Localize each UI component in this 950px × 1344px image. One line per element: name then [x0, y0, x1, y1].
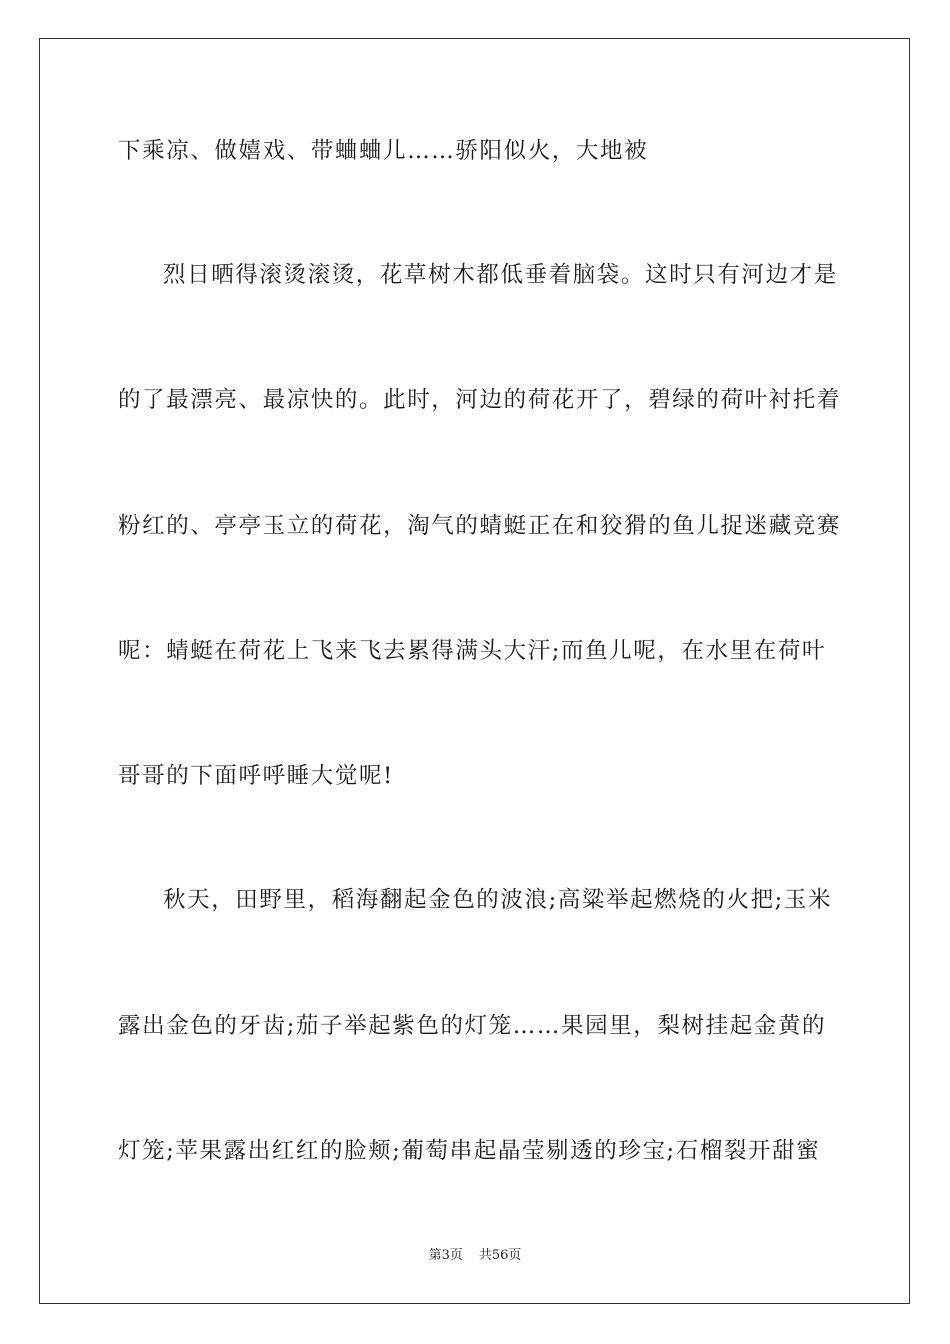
text-line-8: 露出金色的牙齿;茄子举起紫色的灯笼……果园里，梨树挂起金黄的 — [118, 1013, 827, 1039]
page-number: 第3页 — [428, 1248, 463, 1263]
text-line-5: 呢：蜻蜓在荷花上飞来飞去累得满头大汗;而鱼儿呢，在水里在荷叶 — [118, 638, 827, 664]
text-line-1: 下乘凉、做嬉戏、带蛐蛐儿……骄阳似火，大地被 — [118, 138, 649, 164]
text-line-7: 秋天，田野里，稻海翻起金色的波浪;高粱举起燃烧的火把;玉米 — [163, 887, 833, 913]
text-line-3: 的了最漂亮、最凉快的。此时，河边的荷花开了，碧绿的荷叶衬托着 — [118, 387, 842, 413]
text-line-9: 灯笼;苹果露出红红的脸颊;葡萄串起晶莹剔透的珍宝;石榴裂开甜蜜 — [118, 1138, 821, 1164]
text-line-4: 粉红的、亭亭玉立的荷花，淘气的蜻蜓正在和狡猾的鱼儿捉迷藏竞赛 — [118, 513, 842, 539]
text-line-6: 哥哥的下面呼呼睡大觉呢! — [118, 763, 394, 789]
page-footer — [0, 1248, 950, 1264]
page-total: 共56页 — [478, 1248, 522, 1263]
text-line-2: 烈日晒得滚烫滚烫，花草树木都低垂着脑袋。这时只有河边才是 — [163, 262, 838, 288]
page-border — [39, 38, 910, 1304]
